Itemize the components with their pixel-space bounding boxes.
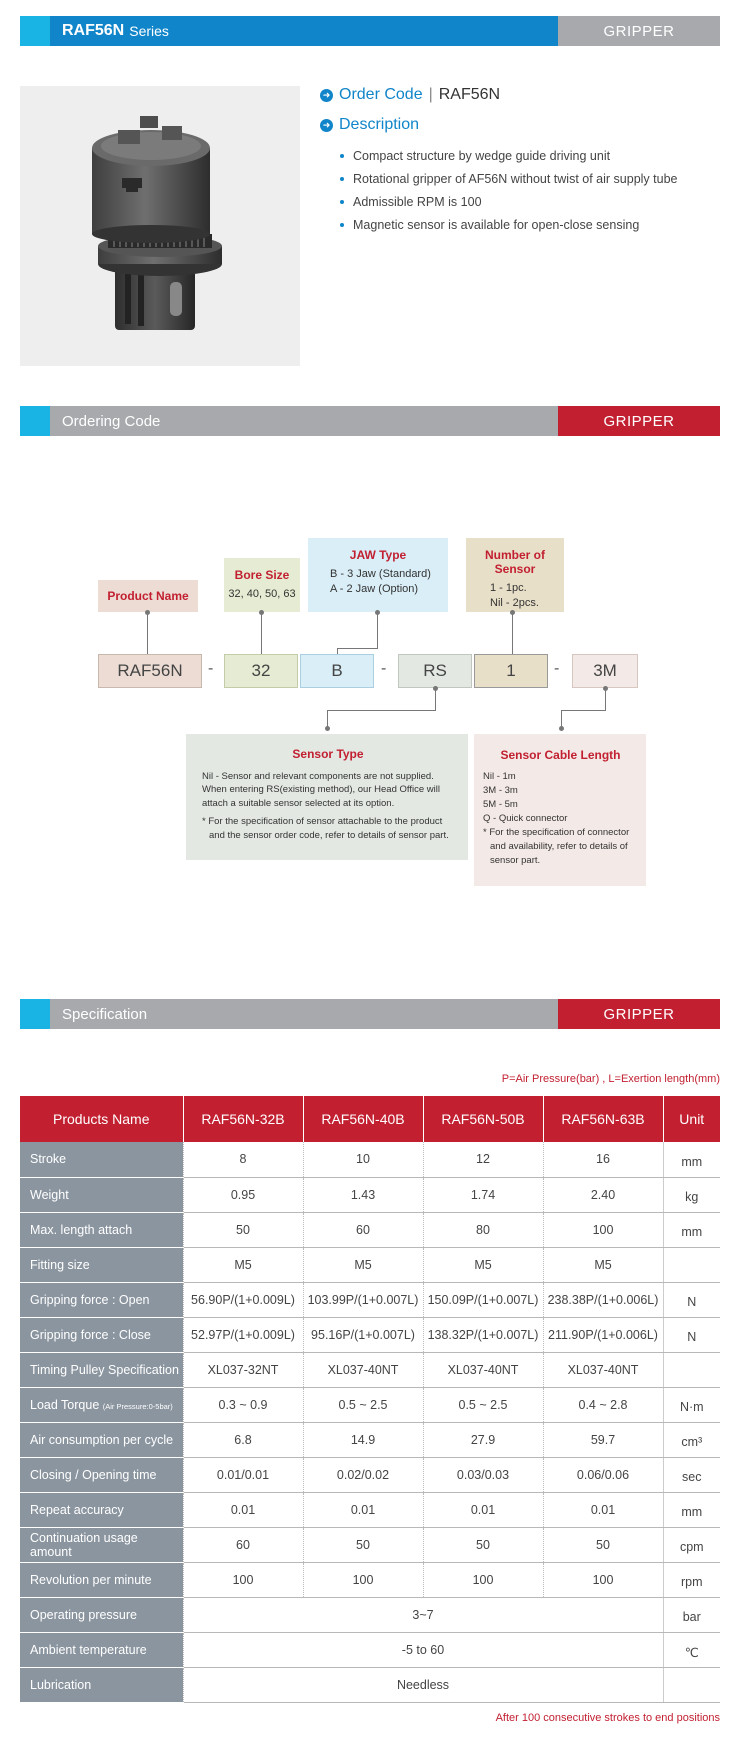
table-cell: 50	[303, 1527, 423, 1562]
row-label: Timing Pulley Specification	[20, 1352, 183, 1387]
code-dash: -	[208, 660, 214, 677]
table-row	[20, 1317, 720, 1352]
unit-cell: mm	[663, 1142, 720, 1177]
series-suffix: Series	[129, 23, 169, 39]
unit-cell: cpm	[663, 1527, 720, 1562]
unit-cell: N·m	[663, 1387, 720, 1422]
table-cell: 3~7	[183, 1597, 663, 1632]
cable-length-label: Sensor Cable Length Nil - 1m 3M - 3m 5M - 5m Q - Quick connector * For the specification of connector and availability, refer to details of sensor part.	[474, 734, 646, 886]
table-cell: 14.9	[303, 1422, 423, 1457]
table-cell: 6.8	[183, 1422, 303, 1457]
row-label: Lubrication	[20, 1667, 183, 1702]
column-header: RAF56N-32B	[183, 1096, 303, 1142]
table-cell: 2.40	[543, 1177, 663, 1212]
num-sensor-label: Number of Sensor 1 - 1pc. Nil - 2pcs.	[466, 538, 564, 612]
table-cell: 0.01	[543, 1492, 663, 1527]
row-label: Gripping force : Open	[20, 1282, 183, 1317]
table-cell: 16	[543, 1142, 663, 1177]
row-label: Repeat accuracy	[20, 1492, 183, 1527]
header-accent	[20, 16, 50, 46]
row-label: Weight	[20, 1177, 183, 1212]
code-bore: 32	[224, 654, 298, 688]
row-label: Revolution per minute	[20, 1562, 183, 1597]
table-cell: 50	[183, 1212, 303, 1247]
row-label: Operating pressure	[20, 1597, 183, 1632]
column-header: Products Name	[20, 1096, 183, 1142]
spec-table	[20, 1096, 720, 1703]
product-name-label: Product Name	[98, 580, 198, 612]
table-cell: 52.97P/(1+0.009L)	[183, 1317, 303, 1352]
table-row	[20, 1562, 720, 1597]
code-product: RAF56N	[98, 654, 202, 688]
table-cell: 103.99P/(1+0.007L)	[303, 1282, 423, 1317]
row-label: Gripping force : Close	[20, 1317, 183, 1352]
table-cell: M5	[183, 1247, 303, 1282]
code-jaw: B	[300, 654, 374, 688]
table-header-row	[20, 1096, 720, 1142]
unit-cell: mm	[663, 1212, 720, 1247]
row-label: Ambient temperature	[20, 1632, 183, 1667]
table-cell: 59.7	[543, 1422, 663, 1457]
bullet-icon	[340, 154, 344, 158]
description-list	[320, 144, 720, 236]
table-cell: 60	[303, 1212, 423, 1247]
table-cell: 10	[303, 1142, 423, 1177]
unit-cell: bar	[663, 1597, 720, 1632]
table-cell: M5	[543, 1247, 663, 1282]
category-tag: GRIPPER	[558, 406, 720, 436]
column-header: RAF56N-40B	[303, 1096, 423, 1142]
table-cell: 0.95	[183, 1177, 303, 1212]
table-row	[20, 1387, 720, 1422]
series-header-bar	[20, 16, 720, 46]
table-cell: Needless	[183, 1667, 663, 1702]
table-cell: 12	[423, 1142, 543, 1177]
ordering-code-title: Ordering Code	[50, 406, 558, 436]
table-cell: 0.3 ~ 0.9	[183, 1387, 303, 1422]
table-cell: 0.5 ~ 2.5	[423, 1387, 543, 1422]
row-label: Closing / Opening time	[20, 1457, 183, 1492]
table-row	[20, 1177, 720, 1212]
table-cell: 100	[423, 1562, 543, 1597]
series-title	[50, 16, 558, 46]
column-header: RAF56N-63B	[543, 1096, 663, 1142]
unit-cell: rpm	[663, 1562, 720, 1597]
table-cell: XL037-32NT	[183, 1352, 303, 1387]
table-cell: 0.02/0.02	[303, 1457, 423, 1492]
table-cell: XL037-40NT	[543, 1352, 663, 1387]
table-row	[20, 1632, 720, 1667]
table-cell: 56.90P/(1+0.009L)	[183, 1282, 303, 1317]
table-row	[20, 1527, 720, 1562]
description-row	[320, 114, 720, 136]
table-cell: 100	[543, 1212, 663, 1247]
table-row	[20, 1457, 720, 1492]
order-code-label: Order Code	[339, 86, 423, 103]
table-cell: 27.9	[423, 1422, 543, 1457]
list-item: Magnetic sensor is available for open-close sensing	[340, 213, 720, 236]
column-header: RAF56N-50B	[423, 1096, 543, 1142]
table-row	[20, 1422, 720, 1457]
unit-cell	[663, 1247, 720, 1282]
header-accent	[20, 999, 50, 1029]
table-cell: 100	[303, 1562, 423, 1597]
unit-cell: sec	[663, 1457, 720, 1492]
table-row	[20, 1667, 720, 1702]
table-cell: 238.38P/(1+0.006L)	[543, 1282, 663, 1317]
table-cell: 0.01	[303, 1492, 423, 1527]
list-item: Rotational gripper of AF56N without twist of air supply tube	[340, 167, 720, 190]
column-header: Unit	[663, 1096, 720, 1142]
row-label: Fitting size	[20, 1247, 183, 1282]
table-cell: 138.32P/(1+0.007L)	[423, 1317, 543, 1352]
table-cell: 0.01	[423, 1492, 543, 1527]
row-label: Stroke	[20, 1142, 183, 1177]
arrow-circle-icon: ➜	[320, 89, 333, 102]
jaw-type-label: JAW Type B - 3 Jaw (Standard) A - 2 Jaw (Option)	[308, 538, 448, 612]
sensor-type-label: Sensor Type Nil - Sensor and relevant components are not supplied. When entering RS(existing method), our Head Office will attach a suitable sensor selected at its option. * For the specification of sensor attachable to the product and the sensor order code, refer to details of sensor part.	[186, 734, 468, 860]
table-cell: 211.90P/(1+0.006L)	[543, 1317, 663, 1352]
description-label: Description	[339, 116, 420, 133]
unit-cell: mm	[663, 1492, 720, 1527]
ordering-code-bar	[20, 406, 720, 436]
bullet-icon	[340, 223, 344, 227]
code-dash: -	[381, 660, 387, 677]
code-num-sensor: 1	[474, 654, 548, 688]
category-tag: GRIPPER	[558, 999, 720, 1029]
footnote: After 100 consecutive strokes to end positions	[495, 1712, 720, 1724]
row-label: Max. length attach	[20, 1212, 183, 1247]
table-row	[20, 1597, 720, 1632]
product-photo	[20, 86, 300, 366]
code-dash: -	[554, 660, 560, 677]
table-row	[20, 1247, 720, 1282]
table-cell: 80	[423, 1212, 543, 1247]
unit-cell	[663, 1667, 720, 1702]
table-row	[20, 1492, 720, 1527]
series-name: RAF56N	[62, 22, 125, 39]
table-row	[20, 1352, 720, 1387]
table-cell: 0.4 ~ 2.8	[543, 1387, 663, 1422]
table-cell: M5	[303, 1247, 423, 1282]
specification-bar	[20, 999, 720, 1029]
table-cell: -5 to 60	[183, 1632, 663, 1667]
table-cell: 0.01/0.01	[183, 1457, 303, 1492]
bullet-icon	[340, 200, 344, 204]
order-code-row	[320, 84, 720, 106]
table-row	[20, 1212, 720, 1247]
unit-cell: kg	[663, 1177, 720, 1212]
product-info	[320, 84, 720, 236]
table-cell: 1.43	[303, 1177, 423, 1212]
table-cell: 100	[543, 1562, 663, 1597]
category-tag: GRIPPER	[558, 16, 720, 46]
unit-cell: N	[663, 1282, 720, 1317]
table-cell: 0.06/0.06	[543, 1457, 663, 1492]
separator: |	[428, 86, 433, 103]
bore-size-label: Bore Size 32, 40, 50, 63	[224, 558, 300, 612]
table-cell: 0.01	[183, 1492, 303, 1527]
table-cell: 50	[423, 1527, 543, 1562]
row-label: Continuation usage amount	[20, 1527, 183, 1562]
ordering-code-diagram	[0, 520, 740, 900]
unit-cell: ℃	[663, 1632, 720, 1667]
table-cell: 150.09P/(1+0.007L)	[423, 1282, 543, 1317]
arrow-circle-icon: ➜	[320, 119, 333, 132]
table-cell: 50	[543, 1527, 663, 1562]
table-cell: 1.74	[423, 1177, 543, 1212]
table-cell: 60	[183, 1527, 303, 1562]
table-cell: XL037-40NT	[423, 1352, 543, 1387]
formula-note: P=Air Pressure(bar) , L=Exertion length(mm)	[501, 1073, 720, 1085]
gripper-illustration	[20, 86, 300, 366]
unit-cell	[663, 1352, 720, 1387]
header-accent	[20, 406, 50, 436]
bullet-icon	[340, 177, 344, 181]
unit-cell: cm³	[663, 1422, 720, 1457]
table-row	[20, 1142, 720, 1177]
unit-cell: N	[663, 1317, 720, 1352]
table-cell: M5	[423, 1247, 543, 1282]
code-cable: 3M	[572, 654, 638, 688]
row-label-note: (Air Pressure:0-5bar)	[102, 1401, 173, 1411]
table-cell: 100	[183, 1562, 303, 1597]
specification-title: Specification	[50, 999, 558, 1029]
table-cell: 0.5 ~ 2.5	[303, 1387, 423, 1422]
table-cell: 8	[183, 1142, 303, 1177]
order-code-value: RAF56N	[438, 86, 501, 103]
table-cell: 95.16P/(1+0.007L)	[303, 1317, 423, 1352]
list-item: Compact structure by wedge guide driving unit	[340, 144, 720, 167]
row-label: Load Torque (Air Pressure:0-5bar)	[20, 1387, 183, 1422]
code-sensor: RS	[398, 654, 472, 688]
row-label: Air consumption per cycle	[20, 1422, 183, 1457]
table-row	[20, 1282, 720, 1317]
list-item: Admissible RPM is 100	[340, 190, 720, 213]
table-cell: 0.03/0.03	[423, 1457, 543, 1492]
table-cell: XL037-40NT	[303, 1352, 423, 1387]
